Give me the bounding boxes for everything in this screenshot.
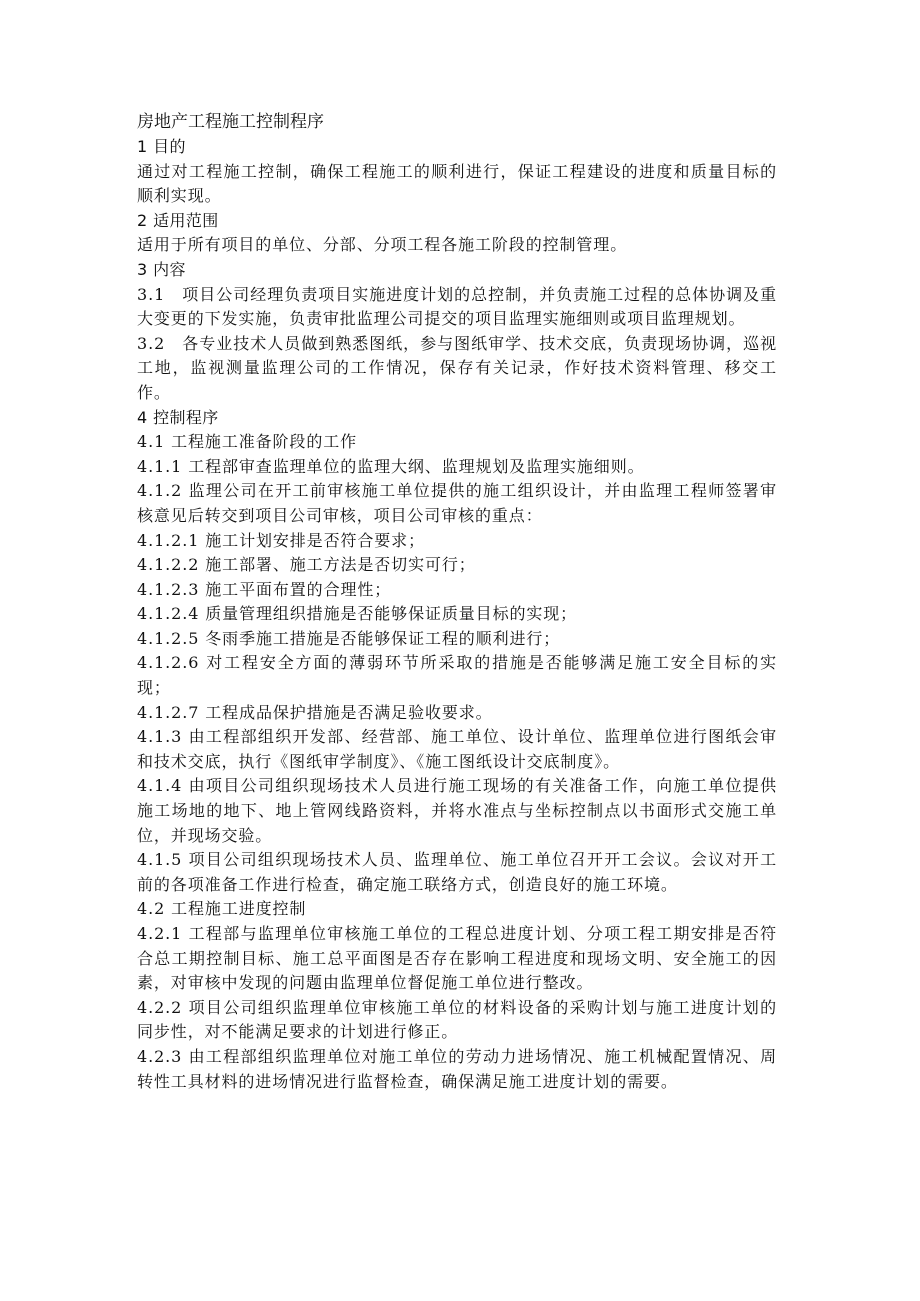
paragraph: 4.1.2.5 冬雨季施工措施是否能够保证工程的顺利进行； [137,628,561,648]
document-page [137,109,777,1094]
paragraph: 4.1.2.7 工程成品保护措施是否满足验收要求。 [137,702,493,722]
document-body [137,135,777,1094]
paragraph: 适用于所有项目的单位、分部、分项工程各施工阶段的控制管理。 [137,235,628,255]
paragraph: 4.2.3 由工程部组织监理单位对施工单位的劳动力进场情况、施工机械配置情况、周转性工具材料的进场情况进行监督检查，确保满足施工进度计划的需要。 [137,1046,777,1091]
paragraph: 4.1.2.4 质量管理组织措施是否能够保证质量目标的实现； [137,604,578,624]
paragraph: 3.1 项目公司经理负责项目实施进度计划的总控制，并负责施工过程的总体协调及重大变更的下发实施，负责审批监理公司提交的项目监理实施细则或项目监理规划。 [137,284,777,329]
paragraph: 4.2 工程施工进度控制 [137,899,307,919]
paragraph: 4.2.1 工程部与监理单位审核施工单位的工程总进度计划、分项工程工期安排是否符合总工期控制目标、施工总平面图是否存在影响工程进度和现场文明、安全施工的因素，对审核中发现的问题由监理单位督促施工单位进行整改。 [137,924,777,993]
section-heading: 3 内容 [137,259,186,279]
section-heading: 1 目的 [137,137,186,156]
section-heading: 4 控制程序 [137,407,219,427]
paragraph: 4.1.5 项目公司组织现场技术人员、监理单位、施工单位召开开工会议。会议对开工前的各项准备工作进行检查，确定施工联络方式，创造良好的施工环境。 [137,850,777,894]
paragraph: 4.1.2.1 施工计划安排是否符合要求； [137,530,425,550]
paragraph: 4.1 工程施工准备阶段的工作 [137,432,358,452]
paragraph: 通过对工程施工控制，确保工程施工的顺利进行，保证工程建设的进度和质量目标的顺利实现。 [137,161,777,206]
paragraph: 4.1.2.3 施工平面布置的合理性； [137,579,392,599]
paragraph: 4.1.2.6 对工程安全方面的薄弱环节所采取的措施是否能够满足施工安全目标的实现； [137,653,777,698]
paragraph: 4.1.1 工程部审查监理单位的监理大纲、监理规划及监理实施细则。 [137,456,645,476]
paragraph: 4.2.2 项目公司组织监理单位审核施工单位的材料设备的采购计划与施工进度计划的同步性，对不能满足要求的计划进行修正。 [137,997,777,1042]
paragraph: 4.1.2.2 施工部署、施工方法是否切实可行； [137,555,476,575]
paragraph: 4.1.4 由项目公司组织现场技术人员进行施工现场的有关准备工作，向施工单位提供施工场地的地下、地上管网线路资料，并将水准点与坐标控制点以书面形式交施工单位，并现场交验。 [137,776,777,845]
section-heading: 2 适用范围 [137,210,219,230]
paragraph: 4.1.2 监理公司在开工前审核施工单位提供的施工组织设计，并由监理工程师签署审核意见后转交到项目公司审核，项目公司审核的重点： [137,481,777,525]
paragraph: 4.1.3 由工程部组织开发部、经营部、施工单位、设计单位、监理单位进行图纸会审和技术交底，执行《图纸审学制度》、《施工图纸设计交底制度》。 [137,727,777,771]
document-title: 房地产工程施工控制程序 [137,112,324,132]
paragraph: 3.2 各专业技术人员做到熟悉图纸，参与图纸审学、技术交底，负责现场协调，巡视工地，监视测量监理公司的工作情况，保存有关记录，作好技术资料管理、移交工作。 [137,333,777,402]
